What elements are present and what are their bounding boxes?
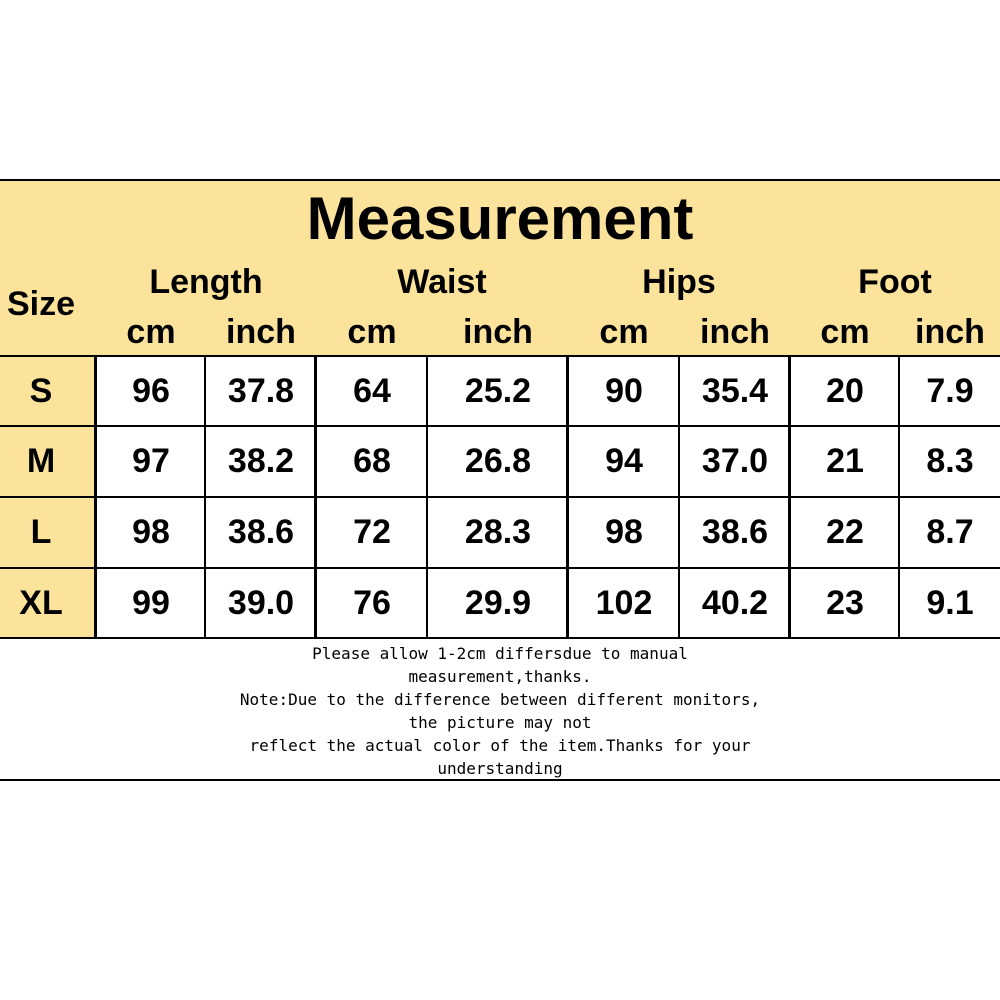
top-border [0,179,1000,181]
value-cell: 96 [132,371,170,410]
unit-header-waist: cm [347,312,397,351]
value-cell: 98 [132,513,170,551]
value-cell: 97 [132,442,170,480]
value-cell: 40.2 [701,583,769,622]
table-bottom-border [0,637,1000,639]
value-cell: 37.0 [701,442,769,480]
value-cell: 21 [826,442,864,480]
group-header-hips: Hips [642,262,716,301]
value-cell: 38.2 [227,442,295,480]
size-cell: XL [19,583,63,622]
size-cell: L [30,513,52,551]
unit-header-foot: cm [820,312,870,351]
value-cell: 39.0 [227,583,295,622]
note-line: understanding [437,759,563,778]
chart-title: Measurement [306,184,694,252]
column-divider [94,355,97,639]
measurement-note [0,642,1000,780]
note-line: reflect the actual color of the item.Thanks for your [249,736,751,755]
size-cell: M [26,442,56,480]
group-header-foot: Foot [858,262,932,301]
value-cell: 28.3 [464,513,532,551]
value-cell: 7.9 [926,371,974,410]
value-cell: 38.6 [701,513,769,551]
group-header-waist: Waist [397,262,487,301]
size-header: Size [6,284,76,323]
value-cell: 26.8 [464,442,532,480]
value-cell: 90 [605,371,643,410]
column-divider [678,355,680,639]
value-cell: 25.2 [464,371,532,410]
value-cell: 23 [826,583,864,622]
value-cell: 9.1 [926,583,974,622]
unit-header-hips: cm [599,312,649,351]
column-divider [314,355,317,639]
group-header-length: Length [149,262,263,301]
value-cell: 22 [826,513,864,551]
value-cell: 20 [826,371,864,410]
column-divider [898,355,900,639]
value-cell: 8.7 [926,513,974,551]
value-cell: 38.6 [227,513,295,551]
value-cell: 29.9 [464,583,532,622]
note-line: the picture may not [408,713,592,732]
unit-header-length: cm [126,312,176,351]
value-cell: 76 [353,583,391,622]
column-divider [566,355,569,639]
unit-header-length: inch [226,312,296,351]
size-chart [0,179,1000,781]
value-cell: 98 [605,513,643,551]
value-cell: 35.4 [701,371,769,410]
value-cell: 102 [595,583,653,622]
column-divider [426,355,428,639]
note-line: measurement,thanks. [408,667,592,686]
value-cell: 8.3 [926,442,974,480]
unit-header-hips: inch [700,312,770,351]
column-divider [788,355,791,639]
value-cell: 94 [605,442,643,480]
value-cell: 72 [353,513,391,551]
size-cell: S [29,371,53,410]
value-cell: 99 [132,583,170,622]
column-divider [204,355,206,639]
unit-header-foot: inch [915,312,985,351]
note-line: Please allow 1-2cm differsdue to manual [312,644,688,663]
value-cell: 68 [353,442,391,480]
value-cell: 64 [353,371,391,410]
unit-header-waist: inch [463,312,533,351]
value-cell: 37.8 [227,371,295,410]
note-line: Note:Due to the difference between different monitors, [239,690,761,709]
